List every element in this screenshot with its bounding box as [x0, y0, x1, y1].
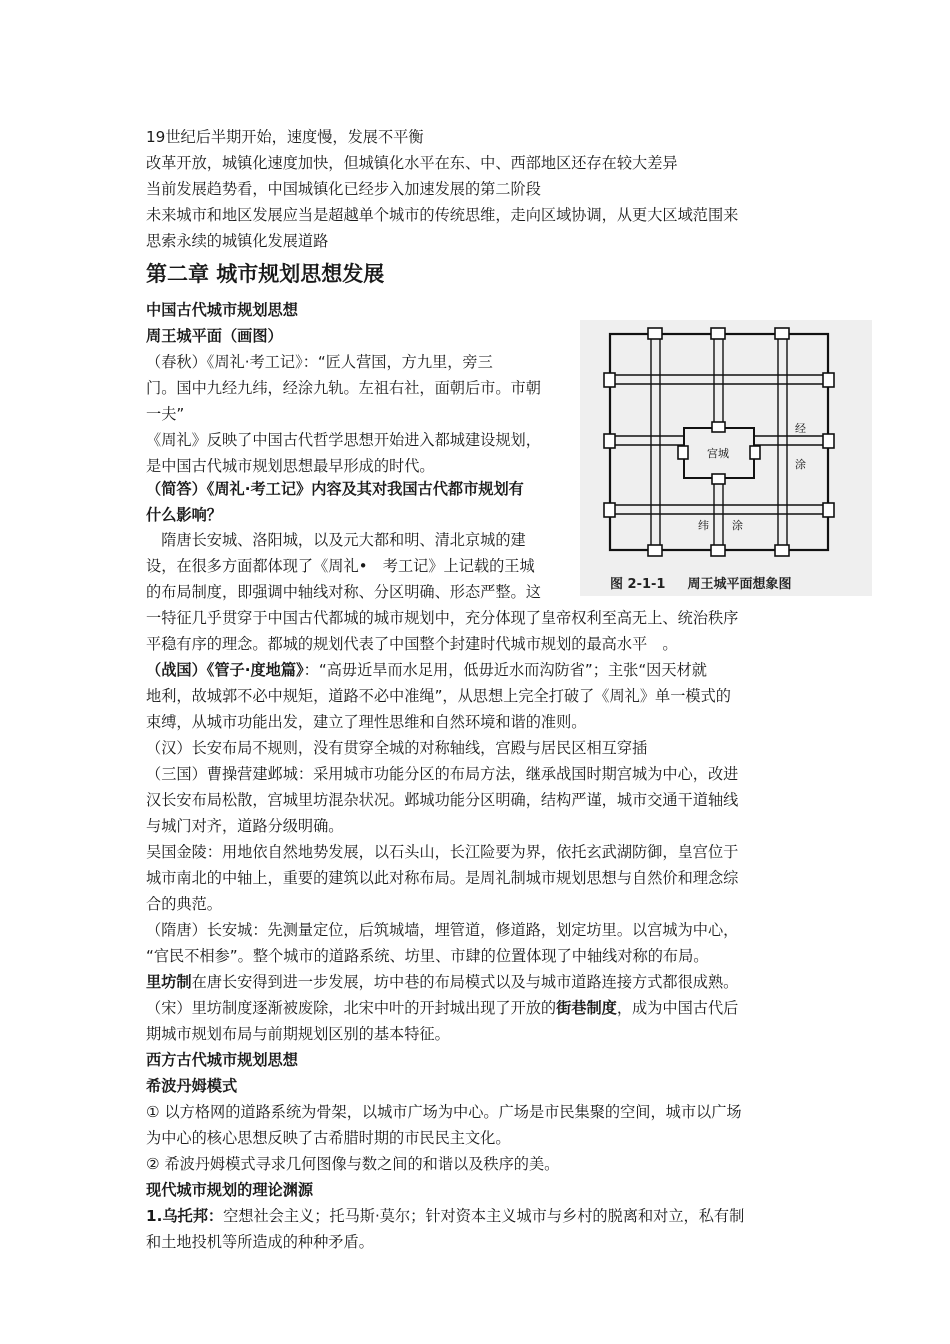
intro-line-4: 未来城市和地区发展应当是超越单个城市的传统思维，走向区域协调，从更大区域范围来	[146, 206, 739, 224]
guanzi-line-3: 束缚，从城市功能出发，建立了理性思维和自然环境和谐的准则。	[146, 713, 587, 731]
tu-label-horizontal: 涂	[732, 519, 743, 532]
song-text-pre: （宋）里坊制度逐渐被废除，北宋中叶的开封城出现了开放的	[146, 999, 557, 1017]
utopia-text: 空想社会主义；托马斯·莫尔；针对资本主义城市与乡村的脱离和对立，私有制	[223, 1207, 745, 1225]
answer-line-4: 一特征几乎贯穿于中国古代都城的城市规划中，充分体现了皇帝权利至高无上、统治秩序	[146, 609, 739, 627]
utopia-line-1	[146, 1203, 810, 1229]
guanzi-line-1	[146, 657, 810, 683]
palace-label: 宫城	[707, 447, 729, 460]
zhouli-meaning-line-2: 是中国古代城市规划思想最早形成的时代。	[146, 457, 435, 475]
section-heading-modern: 现代城市规划的理论渊源	[146, 1181, 314, 1199]
answer-line-3: 的布局制度，即强调中轴线对称、分区明确、形态严整。这	[146, 583, 541, 601]
zhouli-meaning-line-1: 《周礼》反映了中国古代哲学思想开始进入都城建设规划，	[146, 431, 541, 449]
sanguo-line-2: 汉长安布局松散，宫城里坊混杂状况。邺城功能分区明确，结构严谨，城市交通干道轴线	[146, 791, 739, 809]
intro-line-1: 19世纪后半期开始，速度慢，发展不平衡	[146, 128, 424, 146]
hippo-point-2: ② 希波丹姆模式寻求几何图像与数之间的和谐以及秩序的美。	[146, 1155, 560, 1173]
question-line-1: （简答）《周礼·考工记》内容及其对我国古代都市规划有	[146, 480, 524, 498]
tu-label-vertical: 涂	[795, 458, 806, 471]
hippo-point-1-line-2: 为中心的核心思想反映了古希腊时期的市民民主文化。	[146, 1129, 511, 1147]
subheading-hippodamus: 希波丹姆模式	[146, 1077, 238, 1095]
zhou-city-plan-figure	[580, 320, 872, 596]
answer-line-1: 隋唐长安城、洛阳城，以及元大都和明、清北京城的建	[146, 531, 526, 549]
suitang-line-2: “官民不相参”。整个城市的道路系统、坊里、市肆的位置体现了中轴线对称的布局。	[146, 947, 709, 965]
wu-line-3: 合的典范。	[146, 895, 222, 913]
utopia-label: 1.乌托邦：	[146, 1207, 224, 1225]
sanguo-line-3: 与城门对齐，道路分级明确。	[146, 817, 344, 835]
section-heading-western: 西方古代城市规划思想	[146, 1051, 298, 1069]
answer-line-5: 平稳有序的理念。都城的规划代表了中国整个封建时代城市规划的最高水平 。	[146, 635, 678, 653]
answer-line-2: 设，在很多方面都体现了《周礼• 考工记》上记载的王城	[146, 557, 535, 575]
intro-line-2: 改革开放，城镇化速度加快，但城镇化水平在东、中、西部地区还存在较大差异	[146, 154, 678, 172]
guanzi-line-2: 地利，故城郭不必中规矩，道路不必中准绳”，从思想上完全打破了《周礼》单一模式的	[146, 687, 731, 705]
guanzi-label: （战国）《管子·度地篇》	[146, 661, 304, 679]
suitang-line-1: （隋唐）长安城：先测量定位，后筑城墙，埋管道，修道路，划定坊里。以宫城为中心，	[146, 921, 739, 939]
utopia-line-2: 和土地投机等所造成的种种矛盾。	[146, 1233, 374, 1251]
lifang-line	[146, 969, 810, 995]
guanzi-text: ：“高毋近旱而水足用，低毋近水而沟防省”；主张“因天材就	[303, 661, 707, 679]
figure-caption-text: 周王城平面想象图	[687, 577, 792, 592]
figure-caption-number: 图 2-1-1	[610, 577, 666, 592]
wu-line-1: 吴国金陵：用地依自然地势发展，以石头山，长江险要为界，依托玄武湖防御，皇宫位于	[146, 843, 739, 861]
sanguo-line-1: （三国）曹操营建邺城：采用城市功能分区的布局方法，继承战国时期宫城为中心，改进	[146, 765, 739, 783]
song-line-1	[146, 995, 810, 1021]
song-text-post: ，成为中国古代后	[616, 999, 739, 1017]
intro-line-5: 思索永续的城镇化发展道路	[146, 232, 329, 250]
zhou-city-plan-diagram	[580, 320, 872, 596]
figure-caption	[610, 573, 813, 592]
song-term: 街巷制度	[556, 999, 617, 1017]
jing-label: 经	[795, 422, 806, 435]
wu-line-2: 城市南北的中轴上，重要的建筑以此对称布局。是周礼制城市规划思想与自然价和理念综	[146, 869, 739, 887]
lifang-term: 里坊制	[146, 973, 192, 991]
chapter-title: 第二章 城市规划思想发展	[146, 262, 385, 286]
subheading-zhou-city: 周王城平面（画图）	[146, 327, 283, 345]
section-heading-ancient-china: 中国古代城市规划思想	[146, 301, 298, 319]
han-line: （汉）长安布局不规则，没有贯穿全城的对称轴线，宫殿与居民区相互穿插	[146, 739, 648, 757]
zhouli-line-3: 一夫”	[146, 405, 185, 423]
hippo-point-1-line-1: ① 以方格网的道路系统为骨架，以城市广场为中心。广场是市民集聚的空间，城市以广场	[146, 1103, 742, 1121]
lifang-text: 在唐长安得到进一步发展，坊中巷的布局模式以及与城市道路连接方式都很成熟。	[191, 973, 739, 991]
zhouli-line-1: （春秋）《周礼·考工记》：“匠人营国，方九里，旁三	[146, 353, 493, 371]
song-line-2: 期城市规划布局与前期规划区别的基本特征。	[146, 1025, 450, 1043]
question-line-2: 什么影响？	[146, 506, 222, 524]
zhouli-line-2: 门。国中九经九纬，经涂九轨。左祖右社，面朝后市。市朝	[146, 379, 541, 397]
wei-label: 纬	[698, 519, 709, 532]
intro-line-3: 当前发展趋势看，中国城镇化已经步入加速发展的第二阶段	[146, 180, 541, 198]
